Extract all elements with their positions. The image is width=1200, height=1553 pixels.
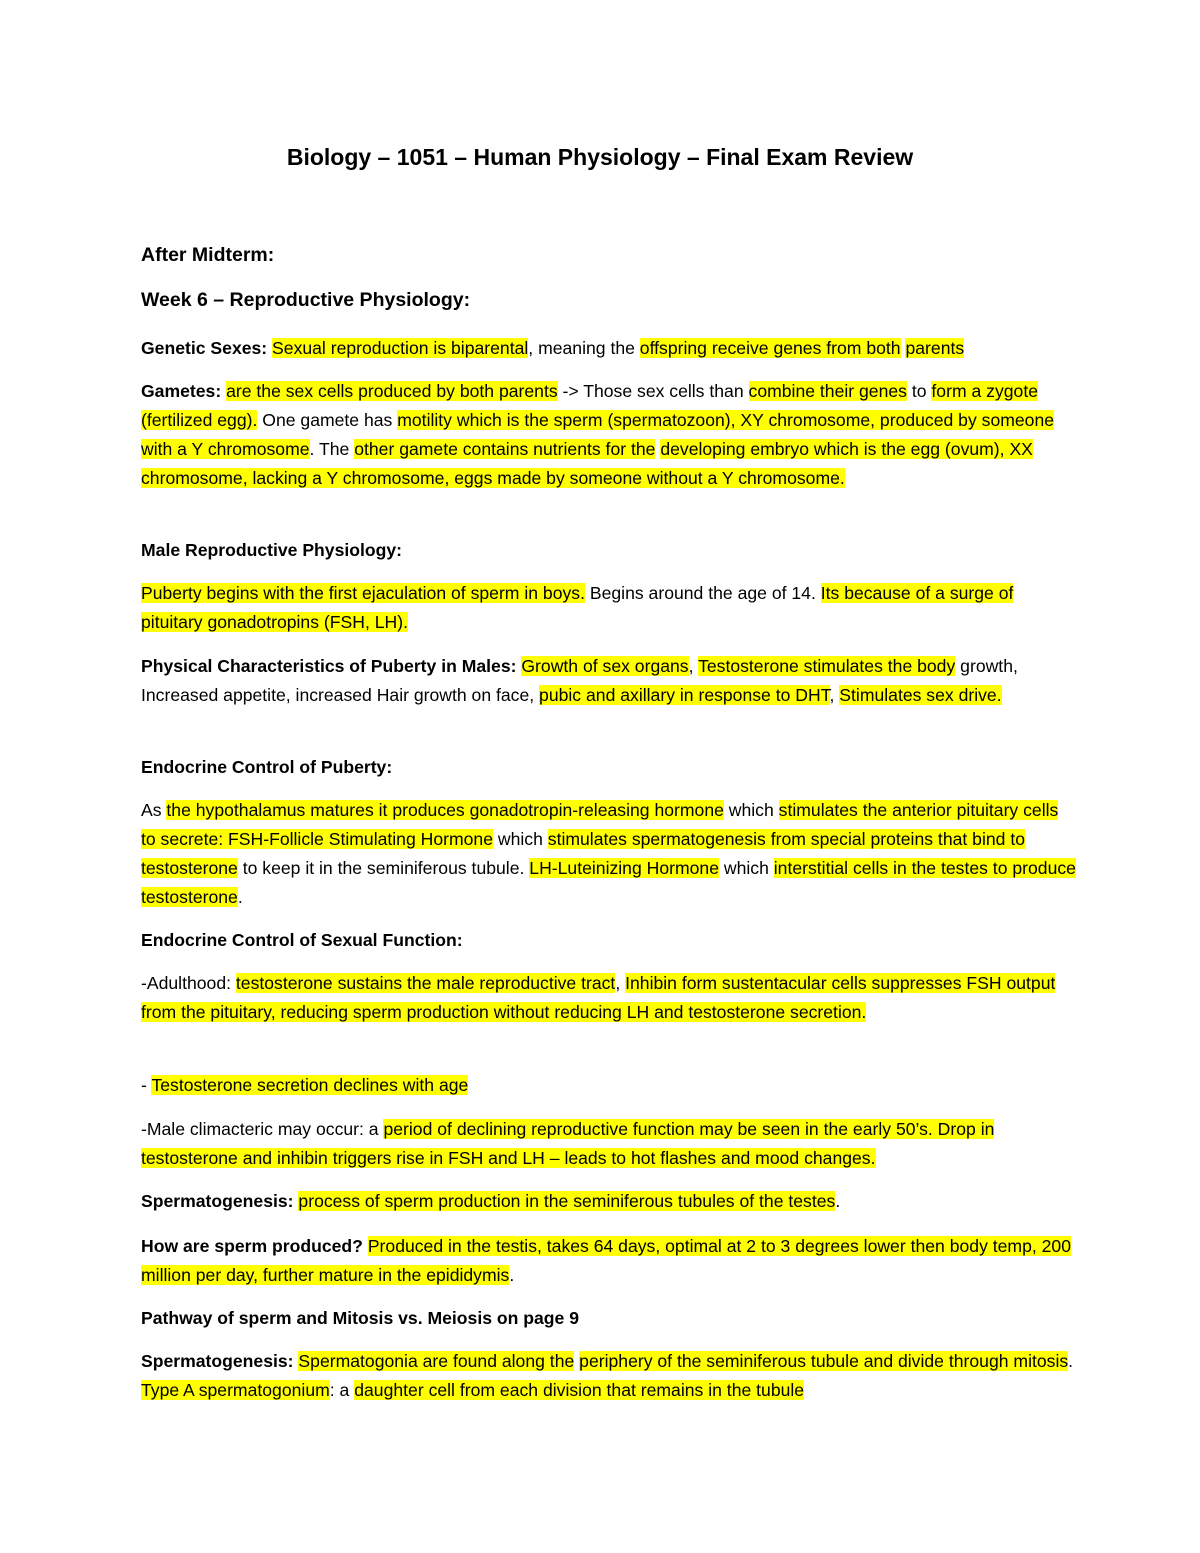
bold-label: How are sperm produced?: [141, 1236, 368, 1256]
highlighted-text: Stimulates sex drive.: [839, 685, 1002, 705]
body-text: -Adulthood:: [141, 973, 236, 993]
paragraph-adulthood: [141, 969, 1076, 1027]
body-text: ,: [829, 685, 840, 705]
body-text: .: [237, 887, 243, 907]
highlighted-text: stimulates spermatogenesis from special proteins that bind to testosterone: [141, 829, 1025, 878]
body-text: ,: [615, 973, 626, 993]
body-text: -: [141, 1075, 152, 1095]
highlighted-text: motility which is the sperm (spermatozoon), XY chromosome, produced by someone with a Y chromosome: [141, 410, 1055, 459]
body-text: -> Those sex cells than: [557, 381, 749, 401]
body-text: to keep it in the seminiferous tubule.: [237, 858, 530, 878]
bold-label: Physical Characteristics of Puberty in Males:: [141, 656, 522, 676]
highlighted-text: stimulates the anterior pituitary cells to secrete: FSH-Follicle Stimulating Hormone: [141, 800, 1059, 849]
paragraph-how-sperm-produced: [141, 1232, 1076, 1290]
highlighted-text: Sexual reproduction is biparental: [272, 338, 529, 358]
body-text: : a: [329, 1380, 355, 1400]
body-text: As: [141, 800, 167, 820]
highlighted-text: Testosterone secretion declines with age: [151, 1075, 469, 1095]
paragraph-gametes: [141, 377, 1076, 493]
body-text: which: [719, 858, 774, 878]
body-text: .: [1068, 1351, 1074, 1371]
paragraph-endocrine-puberty-heading: [141, 753, 1076, 782]
body-text: .: [835, 1191, 841, 1211]
body-text: .: [509, 1265, 515, 1285]
paragraph-spermatogenesis-definition: [141, 1187, 1076, 1216]
bold-label: Endocrine Control of Sexual Function:: [141, 930, 463, 950]
section-heading-after-midterm: After Midterm:: [141, 244, 275, 266]
highlighted-text: Testosterone stimulates the body: [698, 656, 956, 676]
highlighted-text: process of sperm production in the seminiferous tubules of the testes: [298, 1191, 836, 1211]
bold-label: Endocrine Control of Puberty:: [141, 757, 393, 777]
highlighted-text: the hypothalamus matures it produces gonadotropin-releasing hormone: [166, 800, 724, 820]
highlighted-text: combine their genes: [748, 381, 907, 401]
paragraph-male-climacteric: [141, 1115, 1076, 1173]
paragraph-endocrine-puberty: [141, 796, 1076, 912]
highlighted-text: Type A spermatogonium: [141, 1380, 330, 1400]
body-text: One gamete has: [257, 410, 398, 430]
paragraph-male-reproductive-heading: [141, 536, 1076, 565]
body-text: which: [493, 829, 548, 849]
highlighted-text: are the sex cells produced by both parents: [226, 381, 558, 401]
section-heading-week-6: Week 6 – Reproductive Physiology:: [141, 289, 471, 311]
paragraph-genetic-sexes: [141, 334, 1076, 363]
bold-label: Pathway of sperm and Mitosis vs. Meiosis on page 9: [141, 1308, 580, 1328]
highlighted-text: developing embryo which is the egg (ovum), XX chromosome, lacking a Y chromosome, eggs made by someone without a Y chromosome.: [141, 439, 1033, 488]
bold-label: Spermatogenesis:: [141, 1351, 299, 1371]
highlighted-text: Produced in the testis, takes 64 days, optimal at 2 to 3 degrees lower then body temp, 200 million per day, further mature in the epididymis: [141, 1236, 1072, 1285]
body-text: -Male climacteric may occur: a: [141, 1119, 384, 1139]
paragraph-puberty: [141, 579, 1076, 637]
highlighted-text: interstitial cells in the testes to produce testosterone: [141, 858, 1076, 907]
highlighted-text: period of declining reproductive function may be seen in the early 50’s. Drop in testosterone and inhibin triggers rise in FSH and LH – leads to hot flashes and mood changes.: [141, 1119, 995, 1168]
highlighted-text: Inhibin form sustentacular cells suppresses FSH output from the pituitary, reducing sperm production without reducing LH and testosterone secretion.: [141, 973, 1056, 1022]
highlighted-text: offspring receive genes from both: [639, 338, 901, 358]
bold-label: Genetic Sexes:: [141, 338, 273, 358]
highlighted-text: Spermatogonia are found along the: [298, 1351, 575, 1371]
highlighted-text: daughter cell from each division that remains in the tubule: [354, 1380, 805, 1400]
highlighted-text: parents: [905, 338, 965, 358]
body-text: Begins around the age of 14.: [584, 583, 821, 603]
highlighted-text: testosterone sustains the male reproductive tract: [235, 973, 616, 993]
highlighted-text: Growth of sex organs: [521, 656, 689, 676]
highlighted-text: periphery of the seminiferous tubule and divide through mitosis: [579, 1351, 1069, 1371]
highlighted-text: other gamete contains nutrients for the: [354, 439, 656, 459]
bold-label: Male Reproductive Physiology:: [141, 540, 403, 560]
paragraph-physical-characteristics: [141, 652, 1076, 710]
body-text: to: [906, 381, 932, 401]
paragraph-endocrine-sexual-heading: [141, 926, 1076, 955]
highlighted-text: LH-Luteinizing Hormone: [529, 858, 719, 878]
body-text: which: [723, 800, 779, 820]
body-text: . The: [309, 439, 355, 459]
document-title: Biology – 1051 – Human Physiology – Final Exam Review: [286, 144, 914, 170]
highlighted-text: Its because of a surge of pituitary gonadotropins (FSH, LH).: [141, 583, 1014, 632]
highlighted-text: pubic and axillary in response to DHT: [539, 685, 830, 705]
paragraph-pathway-of-sperm: [141, 1304, 1076, 1333]
highlighted-text: form a zygote (fertilized egg).: [141, 381, 1039, 430]
body-text: , meaning the: [528, 338, 640, 358]
paragraph-spermatogenesis-detail: [141, 1347, 1076, 1405]
paragraph-testosterone-decline: [141, 1071, 1076, 1100]
body-text: growth, Increased appetite, increased Hair growth on face,: [141, 656, 1018, 705]
highlighted-text: Puberty begins with the first ejaculation of sperm in boys.: [141, 583, 585, 603]
bold-label: Gametes:: [141, 381, 227, 401]
bold-label: Spermatogenesis:: [141, 1191, 299, 1211]
body-text: ,: [688, 656, 699, 676]
